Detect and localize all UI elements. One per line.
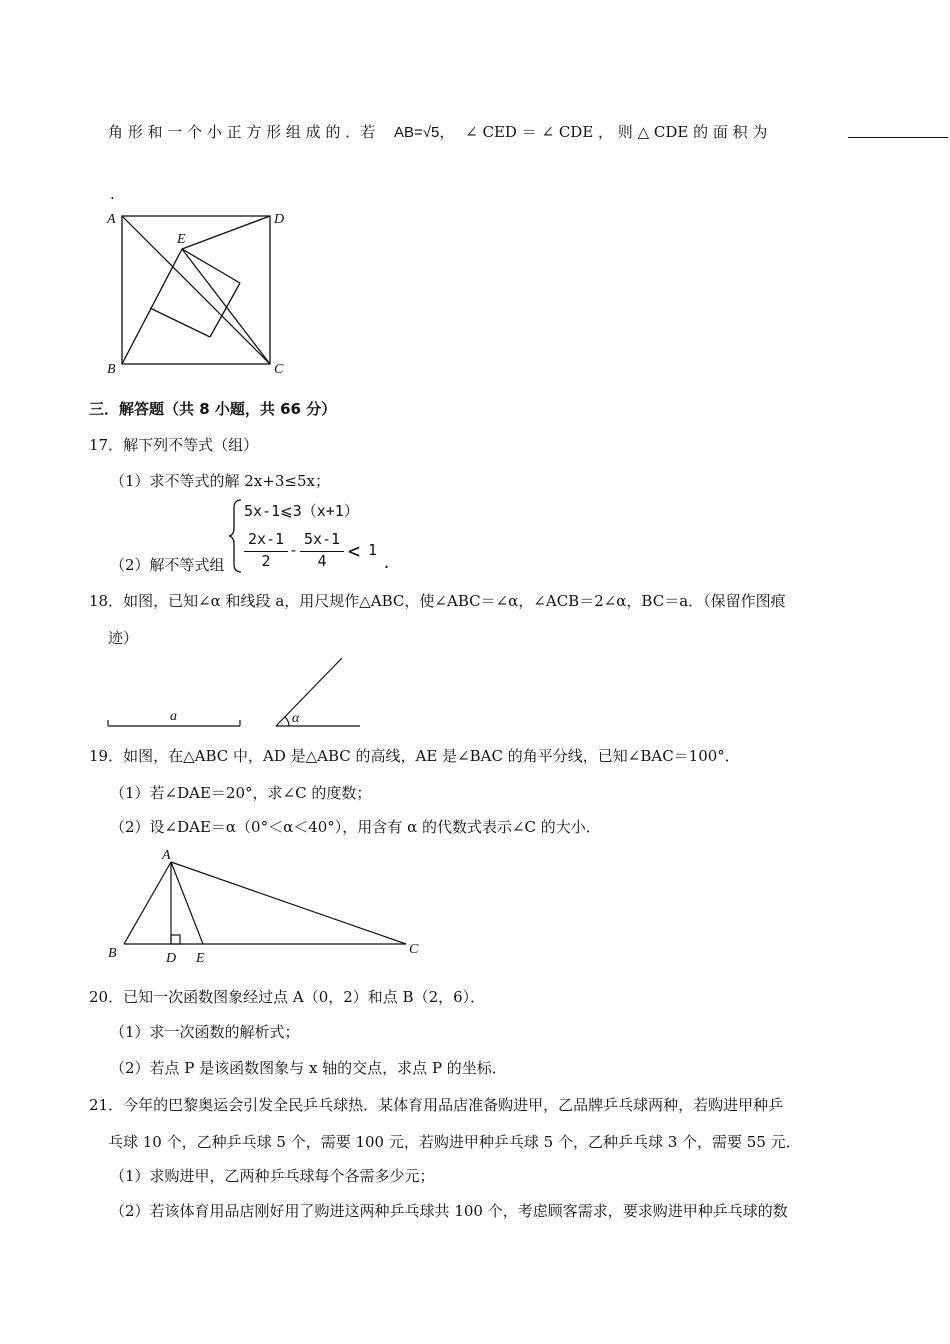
label-D: D: [274, 212, 285, 227]
angle-label-alpha: α: [292, 711, 300, 726]
q16-dot: .: [110, 185, 115, 203]
label-C: C: [274, 362, 284, 377]
q16-root: √5: [422, 124, 440, 141]
segment-eb: [122, 249, 182, 364]
label-A: A: [107, 212, 116, 227]
q16-comma: ，: [439, 123, 455, 141]
q16-text: 角 形 和 一 个 小 正 方 形 组 成 的 ．若: [108, 123, 376, 141]
bisector-ae: [171, 862, 203, 944]
q19-stem: 19．如图，在△ABC 中，AD 是△ABC 的高线，AE 是∠BAC 的角平分线，已知∠BAC＝100°．: [89, 747, 740, 765]
label-A: A: [162, 848, 171, 863]
q18-line1: 18．如图，已知∠α 和线段 a，用尺规作△ABC，使∠ABC＝∠α，∠ACB＝2∠α，BC＝a．（保留作图痕: [89, 592, 786, 610]
period: .: [382, 554, 392, 572]
frac1-denominator: 2: [261, 552, 271, 570]
label-E: E: [177, 232, 186, 247]
segment-ed: [182, 216, 270, 249]
q19-triangle-figure: [100, 845, 430, 970]
q17-stem: 17．解下列不等式（组）: [89, 436, 259, 454]
q20-part1: （1）求一次函数的解析式；: [110, 1023, 300, 1041]
q20-stem: 20．已知一次函数图象经过点 A（0，2）和点 B（2，6）．: [89, 988, 486, 1006]
q16-ab: AB=: [394, 124, 423, 141]
q19-part2: （2）设∠DAE＝α（0°＜α＜40°），用含有 α 的代数式表示∠C 的大小．: [110, 818, 601, 836]
q21-line2: 乓球 10 个，乙种乒乓球 5 个，需要 100 元，若购进甲种乒乓球 5 个，乙种乒乓球 3 个，需要 55 元．: [108, 1133, 801, 1151]
q17-system-brace: [228, 498, 244, 574]
q16-square-figure: [100, 205, 300, 380]
inner-edge-3: [150, 308, 210, 337]
segment-ec: [182, 249, 270, 364]
q16-answer-blank: [848, 137, 948, 138]
label-B: B: [107, 362, 116, 377]
minus-sign: -: [289, 541, 299, 559]
q16-line1: [108, 122, 767, 143]
side-ab: [124, 862, 171, 944]
angle-arc: [285, 717, 289, 726]
q17-part2-prefix: （2）解不等式组: [110, 556, 225, 574]
label-C: C: [409, 942, 419, 957]
q18-line2: 迹）: [108, 629, 139, 647]
rhs-one: 1: [368, 541, 378, 559]
less-than: <: [348, 539, 361, 563]
label-E: E: [196, 951, 205, 966]
section-3-heading: 三．解答题（共 8 小题，共 66 分）: [89, 400, 337, 418]
segment-label-a: a: [170, 709, 177, 724]
angle-ray-slanted: [276, 658, 342, 726]
label-B: B: [108, 946, 117, 961]
inner-edge-1: [182, 249, 240, 283]
q17-inequality-2: [244, 530, 394, 574]
q17-part1: （1）求不等式的解 2x+3≤5x；: [110, 472, 330, 490]
q20-part2: （2）若点 P 是该函数图象与 x 轴的交点，求点 P 的坐标．: [110, 1059, 507, 1077]
q21-part2: （2）若该体育用品店刚好用了购进这两种乒乓球共 100 个，考虑顾客需求，要求购进甲种乒乓球的数: [110, 1202, 788, 1220]
frac1-numerator: 2x-1: [247, 530, 285, 548]
frac2-denominator: 4: [317, 552, 327, 570]
q17-inequality-1: 5x-1⩽3（x+1）: [244, 502, 359, 520]
q21-line1: 21．今年的巴黎奥运会引发全民乒乓球热．某体育用品店准备购进甲，乙品牌乒乓球两种，若购进甲种乒: [89, 1096, 784, 1114]
q18-figures: [100, 650, 370, 734]
frac2-numerator: 5x-1: [303, 530, 341, 548]
q21-part1: （1）求购进甲，乙两种乒乓球每个各需多少元；: [110, 1167, 435, 1185]
right-angle-mark: [171, 935, 180, 944]
diagonal-ac: [122, 216, 270, 364]
label-D: D: [166, 951, 177, 966]
q19-part1: （1）若∠DAE＝20°，求∠C 的度数；: [110, 784, 372, 802]
q16-condition: ∠ CED ＝ ∠ CDE ， 则 △ CDE 的 面 积 为: [465, 123, 768, 141]
side-ac: [171, 862, 406, 944]
